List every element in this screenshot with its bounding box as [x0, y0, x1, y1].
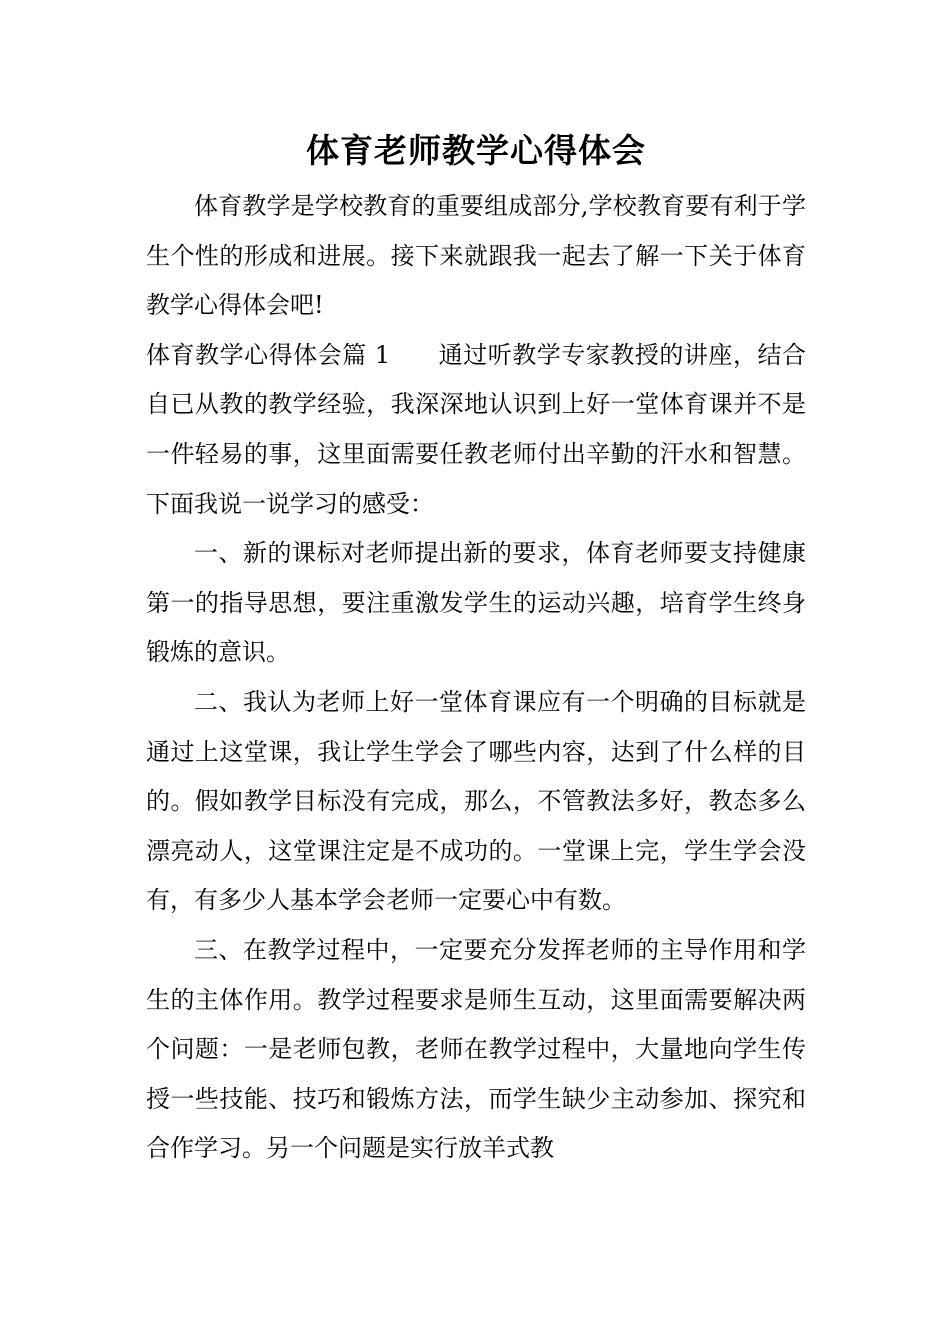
- body-paragraph-1: 一、新的课标对老师提出新的要求，体育老师要支持健康第一的指导思想，要注重激发学生的运动兴趣，培育学生终身锻炼的意识。: [146, 539, 806, 667]
- section-paragraph: [146, 331, 806, 529]
- body-paragraph-3: 三、在教学过程中，一定要充分发挥老师的主导作用和学生的主体作用。教学过程要求是师生互动，这里面需要解决两个问题：一是老师包教，老师在教学过程中，大量地向学生传授一些技能、技巧和锻炼方法，而学生缺少主动参加、探究和合作学习。另一个问题是实行放羊式教: [146, 935, 806, 1163]
- section-first-text: 通过听教学专家教授的讲座，结合自已从教的教学经验，我深深地认识到上好一堂体育课并不是一件轻易的事，这里面需要任教老师付出辛勤的汗水和智慧。下面我说一说学习的感受：: [146, 340, 806, 518]
- document-title: 体育老师教学心得体会: [306, 131, 646, 170]
- body-paragraph-2: 二、我认为老师上好一堂体育课应有一个明确的目标就是通过上这堂课，我让学生学会了哪些内容，达到了什么样的目的。假如教学目标没有完成，那么，不管教法多好，教态多么漂亮动人，这堂课注定是不成功的。一堂课上完，学生学会没有，有多少人基本学会老师一定要心中有数。: [146, 687, 806, 915]
- intro-paragraph: 体育教学是学校教育的重要组成部分,学校教育要有利于学生个性的形成和进展。接下来就跟我一起去了解一下关于体育教学心得体会吧!: [146, 192, 806, 320]
- document-page: [146, 128, 806, 1174]
- section-label: 体育教学心得体会篇 1: [146, 340, 391, 369]
